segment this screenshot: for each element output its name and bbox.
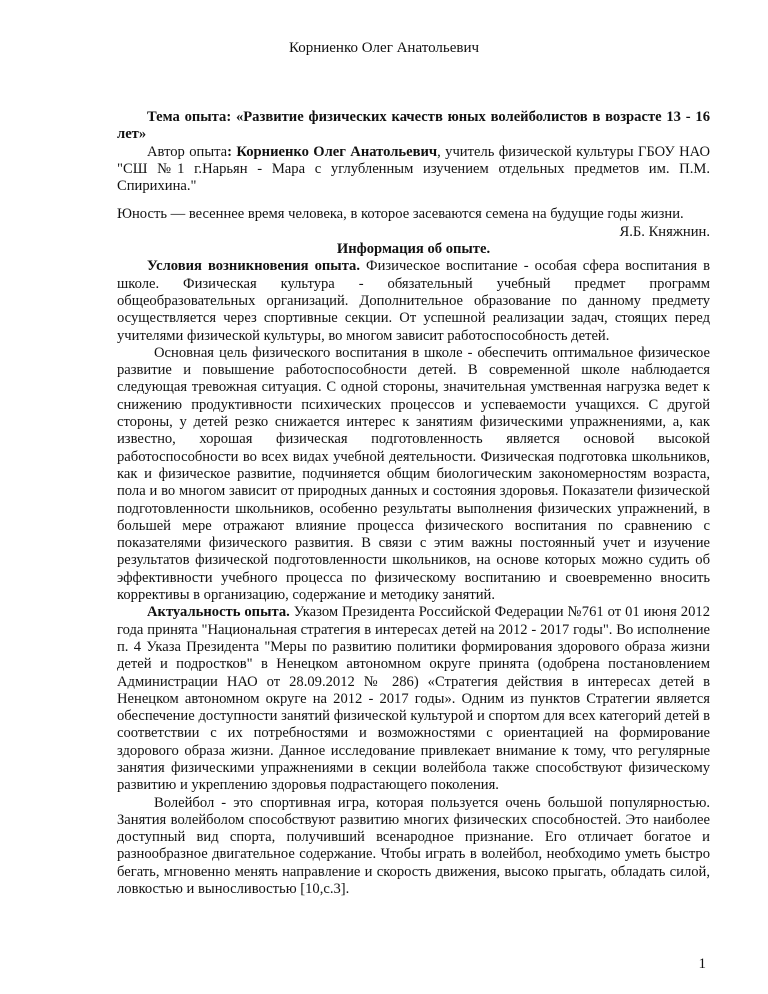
document-body xyxy=(117,109,710,898)
paragraph-conditions-heading: Условия возникновения опыта. xyxy=(147,258,360,275)
paragraph-conditions xyxy=(117,258,710,344)
paragraph-relevance-heading: Актуальность опыта. xyxy=(147,604,290,621)
author-details: , учитель физической культуры ГБОУ НАО "СШ №1 г.Нарьян - Мара с углубленным изучением отдельных предметов им. П.М. Спирихина." xyxy=(117,143,710,195)
paragraph-main-goal: Основная цель физического воспитания в школе - обеспечить оптимальное физическое развитие и повышение работоспособности детей. В современной школе наблюдается следующая тревожная ситуация. С одной стороны, значительная умственная нагрузка ведет к снижению продуктивности психических процессов и успеваемости учащихся. С другой стороны, у детей резко снижается интерес к занятиям физическими упражнениями, а, как известно, хорошая физическая подготовленность является основой высокой работоспособности во всех видах учебной деятельности. Физическая подготовка школьников, как и физическое развитие, подчиняется общим биологическим закономерностям возраста, пола и во многом зависит от природных данных и состояния здоровья. Показатели физической подготовленности школьников, особенно результаты выполнения физических упражнений, в большей мере отражают влияние процесса физического воспитания по сравнению с показателями физического развития. В связи с этим важны постоянный учет и изучение результатов физической подготовленности школьников, на основе которых можно судить об эффективности учебного процесса по физическому воспитанию и своевременно вносить коррективы в организацию, содержание и методику занятий. xyxy=(117,344,710,604)
paragraph-relevance xyxy=(117,604,710,794)
author-label: Автор опыта xyxy=(147,143,228,160)
topic-title: «Развитие физических качеств юных волейболистов в возрасте 13 - 16 лет» xyxy=(117,109,710,143)
paragraph-conditions-text: Физическое воспитание - особая сфера воспитания в школе. Физическая культура - обязательный учебный предмет программ общеобразовательных организаций. Дополнительное образование по данному предмету осуществляется через спортивные секции. От успешной реализации задач, стоящих перед учителями физической культуры, во многом зависит работоспособность детей. xyxy=(117,258,710,344)
epigraph-text: Юность — весеннее время человека, в которое засеваются семена на будущие годы жизни. xyxy=(117,206,684,223)
paragraph-relevance-text: Указом Президента Российской Федерации №761 от 01 июня 2012 года принята "Национальная стратегия в интересах детей на 2012 - 2017 годы". Во исполнение п. 4 Указа Президента "Меры по развитию политики формирования здорового образа жизни детей и подростков" в Ненецком автономном округе принята (одобрена постановлением Администрации НАО от 28.09.2012 № 286) «Стратегия действия в интересах детей в Ненецком автономном округе на 2012 - 2017 годы». Одним из пунктов Стратегии является обеспечение доступности занятий физической культурой и спортом для всех категорий детей в соответствии с их потребностями и возможностями с ориентацией на формирование здорового образа жизни. Данное исследование привлекает внимание к тому, что регулярные занятия физическими упражнениями в секции волейбола также способствуют физическому развитию и укреплению здоровья подрастающего поколения. xyxy=(117,604,710,794)
page-header-author: Корниенко Олег Анатольевич xyxy=(288,40,480,56)
epigraph-author: Я.Б. Княжнин. xyxy=(619,223,710,240)
section-title: Информация об опыте. xyxy=(336,241,491,258)
author-colon: : xyxy=(227,143,237,160)
paragraph-volleyball: Волейбол - это спортивная игра, которая пользуется очень большой популярностью. Занятия волейболом способствуют развитию многих физических способностей. Это наиболее доступный вид спорта, получивший всенародное признание. Его отличает богатое и разнообразное двигательное содержание. Чтобы играть в волейбол, необходимо уметь быстро бегать, мгновенно менять направление и скорость движения, высоко прыгать, обладать силой, ловкостью и выносливостью [10,с.3]. xyxy=(117,794,710,898)
page-number: 1 xyxy=(698,956,706,972)
author-name: Корниенко Олег Анатольевич xyxy=(236,143,438,160)
topic-label: Тема опыта: xyxy=(147,109,236,125)
topic-line xyxy=(117,109,710,144)
author-line xyxy=(117,144,710,196)
